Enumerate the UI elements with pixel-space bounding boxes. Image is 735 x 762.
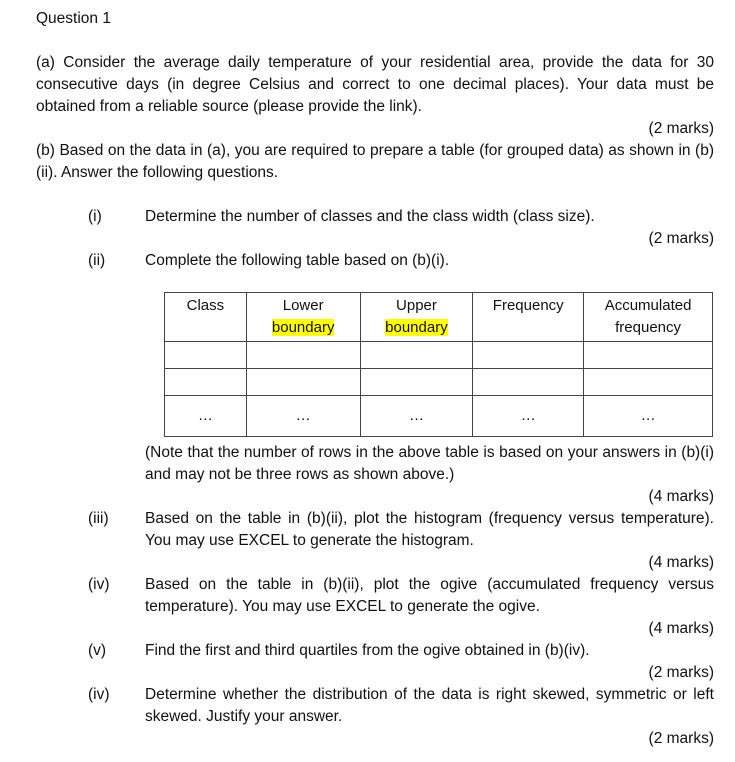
sub-vi-text: Determine whether the distribution of the data is right skewed, symmetric or left skewed. Justify your answer. bbox=[145, 686, 714, 725]
sub-vi-marks: (2 marks) bbox=[648, 730, 714, 747]
part-a-text: (a) Consider the average daily temperature of your residential area, provide the data for 30 consecutive days (in degree Celsius and correct to one decimal places). Your data must be obtained from a reliable source (please provide the link). bbox=[36, 54, 714, 115]
header-accumulated-frequency: Accumulated frequency bbox=[584, 293, 713, 342]
sub-v-marks: (2 marks) bbox=[648, 664, 714, 681]
sub-ii-marks: (4 marks) bbox=[648, 488, 714, 505]
sub-i-marks: (2 marks) bbox=[648, 230, 714, 247]
ellipsis-cell: … bbox=[246, 396, 360, 437]
header-frequency: Frequency bbox=[473, 293, 584, 342]
part-b-text: (b) Based on the data in (a), you are required to prepare a table (for grouped data) as shown in (b)(ii). Answer the following questions. bbox=[36, 142, 714, 181]
ellipsis-cell: … bbox=[473, 396, 584, 437]
part-a-marks: (2 marks) bbox=[648, 120, 714, 137]
sub-v-text: Find the first and third quartiles from the ogive obtained in (b)(iv). bbox=[145, 642, 590, 659]
table-row-ellipsis bbox=[165, 396, 713, 437]
sub-v-number: (v) bbox=[88, 642, 107, 659]
sub-i-text: Determine the number of classes and the class width (class size). bbox=[145, 208, 595, 225]
ellipsis-cell: … bbox=[584, 396, 713, 437]
grouped-data-table bbox=[164, 292, 713, 437]
header-upper-boundary: Upper boundary bbox=[360, 293, 473, 342]
sub-iii-number: (iii) bbox=[88, 510, 109, 527]
table-row bbox=[165, 342, 713, 369]
question-title: Question 1 bbox=[36, 10, 111, 27]
sub-iv-number: (iv) bbox=[88, 576, 110, 593]
sub-iv-text: Based on the table in (b)(ii), plot the ogive (accumulated frequency versus temperature). You may use EXCEL to generate the ogive. bbox=[145, 576, 714, 615]
sub-iii-text: Based on the table in (b)(ii), plot the histogram (frequency versus temperature). You may use EXCEL to generate the histogram. bbox=[145, 510, 714, 549]
sub-iv-marks: (4 marks) bbox=[648, 620, 714, 637]
header-lower-boundary: Lower boundary bbox=[246, 293, 360, 342]
sub-i-number: (i) bbox=[88, 208, 102, 225]
header-class: Class bbox=[165, 293, 247, 342]
sub-iii-marks: (4 marks) bbox=[648, 554, 714, 571]
sub-ii-text: Complete the following table based on (b)(i). bbox=[145, 252, 450, 269]
table-header-row bbox=[165, 293, 713, 342]
sub-ii-number: (ii) bbox=[88, 252, 106, 269]
table-row bbox=[165, 369, 713, 396]
ellipsis-cell: … bbox=[165, 396, 247, 437]
ellipsis-cell: … bbox=[360, 396, 473, 437]
table-note: (Note that the number of rows in the above table is based on your answers in (b)(i) and may not be three rows as shown above.) bbox=[145, 444, 714, 483]
sub-vi-number: (iv) bbox=[88, 686, 110, 703]
